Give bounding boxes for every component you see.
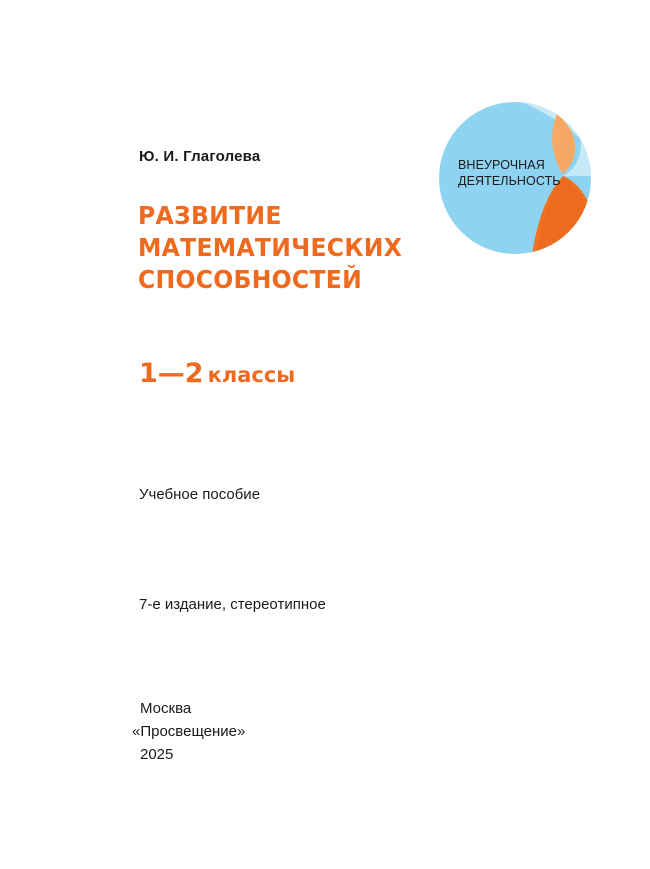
grades-range: 1—2 [139, 358, 204, 389]
title-line-3: СПОСОБНОСТЕЙ [138, 265, 363, 294]
grades-word: классы [207, 363, 296, 387]
publisher-block [132, 697, 246, 766]
publisher-name: «Просвещение» [132, 723, 246, 740]
badge-line-2: ДЕЯТЕЛЬНОСТЬ [458, 174, 561, 188]
extracurricular-badge [439, 102, 591, 254]
badge-text [458, 157, 561, 189]
edition-info: 7-е издание, стереотипное [139, 596, 326, 613]
title-line-1: РАЗВИТИЕ [138, 201, 282, 230]
publisher-year: 2025 [140, 746, 174, 763]
title-line-2: МАТЕМАТИЧЕСКИХ [138, 233, 403, 262]
author-name: Ю. И. Глаголева [139, 148, 261, 165]
book-type: Учебное пособие [139, 486, 261, 503]
book-title [138, 200, 402, 296]
grades-label [139, 358, 295, 389]
badge-line-1: ВНЕУРОЧНАЯ [458, 158, 545, 172]
publisher-city: Москва [140, 700, 192, 717]
